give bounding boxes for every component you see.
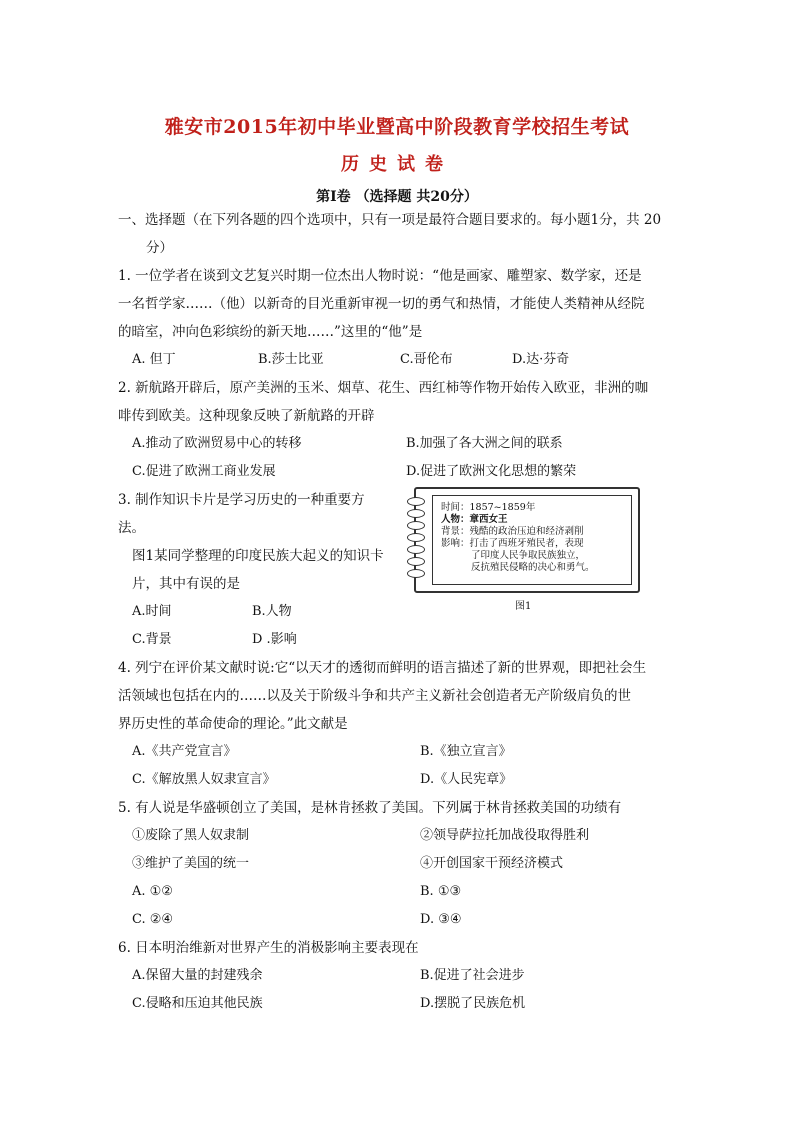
q3-stem-line-2: 法。: [118, 520, 145, 536]
binder-ring-icon: [407, 557, 425, 566]
binder-ring-icon: [407, 509, 425, 518]
q2-stem-line-2: 啡传到欧美。这种现象反映了新航路的开辟: [118, 408, 375, 424]
q4-stem-line-1: 4. 列宁在评价某文献时说:它“以天才的透彻而鲜明的语言描述了新的世界观，即把社会生: [118, 660, 647, 676]
card-background: 背景：残酷的政治压迫和经济剥削: [441, 526, 584, 537]
binder-ring-icon: [407, 497, 425, 506]
q5-item-1: ①废除了黑人奴隶制: [132, 828, 250, 843]
q1-stem-line-3: 的暗室，冲向色彩缤纷的新天地……”这里的“他”是: [118, 324, 423, 340]
q6-option-b[interactable]: B.促进了社会进步: [420, 968, 525, 983]
q5-item-3: ③维护了美国的统一: [132, 856, 250, 871]
instructions-line-1: 一、选择题（在下列各题的四个选项中，只有一项是最符合题目要求的。每小题1分，共 20: [118, 212, 662, 228]
q4-stem-line-3: 界历史性的革命使命的理论。”此文献是: [118, 716, 348, 732]
figure-caption: 图1: [515, 601, 532, 612]
q3-option-c[interactable]: C.背景: [132, 632, 172, 647]
binder-ring-icon: [407, 521, 425, 530]
q1-stem-line-1: 1. 一位学者在谈到文艺复兴时期一位杰出人物时说：“他是画家、雕塑家、数学家，还是: [118, 268, 642, 284]
q4-option-b[interactable]: B.《独立宣言》: [420, 744, 512, 759]
q2-option-d[interactable]: D.促进了欧洲文化思想的繁荣: [406, 464, 577, 479]
card-impact-line-3: 反抗殖民侵略的决心和勇气。: [471, 562, 595, 573]
paper-subtitle: 历史试卷: [341, 154, 453, 175]
card-impact-line-1: 影响：打击了西班牙殖民者，表现: [441, 538, 584, 549]
q3-option-a[interactable]: A.时间: [132, 604, 172, 619]
q5-option-a[interactable]: A. ①②: [132, 884, 173, 899]
q4-stem-line-2: 活领域也包括在内的……以及关于阶级斗争和共产主义新社会创造者无产阶级肩负的世: [118, 688, 631, 704]
q1-option-b[interactable]: B.莎士比亚: [258, 352, 324, 367]
binder-ring-icon: [407, 545, 425, 554]
q5-item-2: ②领导萨拉托加战役取得胜利: [420, 828, 590, 843]
q2-option-c[interactable]: C.促进了欧洲工商业发展: [132, 464, 276, 479]
binder-ring-icon: [407, 569, 425, 578]
knowledge-card-figure: [414, 487, 640, 593]
q4-option-c[interactable]: C.《解放黑人奴隶宣言》: [132, 772, 276, 787]
q1-option-d[interactable]: D.达·芬奇: [512, 352, 570, 367]
q2-option-a[interactable]: A.推动了欧洲贸易中心的转移: [132, 436, 302, 451]
q2-option-b[interactable]: B.加强了各大洲之间的联系: [406, 436, 563, 451]
section-heading: 第Ⅰ卷 （选择题 共20分）: [316, 189, 478, 205]
card-content: [432, 495, 632, 585]
q1-option-a[interactable]: A. 但丁: [132, 352, 176, 367]
q3-option-b[interactable]: B.人物: [252, 604, 292, 619]
instructions-line-2: 分）: [146, 240, 173, 256]
q4-option-d[interactable]: D.《人民宪章》: [420, 772, 513, 787]
card-person: 人物：章西女王: [441, 514, 508, 525]
q5-option-d[interactable]: D. ③④: [420, 912, 462, 927]
q6-option-a[interactable]: A.保留大量的封建残余: [132, 968, 263, 983]
q3-stem-line-1: 3. 制作知识卡片是学习历史的一种重要方: [118, 492, 365, 508]
q1-stem-line-2: 一名哲学家……（他）以新奇的目光重新审视一切的勇气和热情，才能使人类精神从经院: [118, 296, 645, 312]
q6-option-d[interactable]: D.摆脱了民族危机: [420, 996, 526, 1011]
q1-option-c[interactable]: C.哥伦布: [400, 352, 453, 367]
q6-stem-line-1: 6. 日本明治维新对世界产生的消极影响主要表现在: [118, 940, 419, 956]
q4-option-a[interactable]: A.《共产党宣言》: [132, 744, 237, 759]
q3-stem-line-4: 片，其中有误的是: [132, 576, 240, 592]
q5-option-b[interactable]: B. ①③: [420, 884, 462, 899]
q2-stem-line-1: 2. 新航路开辟后，原产美洲的玉米、烟草、花生、西红柿等作物开始传入欧亚，非洲的咖: [118, 380, 649, 396]
binder-ring-icon: [407, 533, 425, 542]
exam-title: 雅安市2015年初中毕业暨高中阶段教育学校招生考试: [164, 116, 630, 138]
q5-stem-line-1: 5. 有人说是华盛顿创立了美国，是林肯拯救了美国。下列属于林肯拯救美国的功绩有: [118, 800, 622, 816]
q5-item-4: ④开创国家干预经济模式: [420, 856, 564, 871]
q6-option-c[interactable]: C.侵略和压迫其他民族: [132, 996, 263, 1011]
q3-option-d[interactable]: D .影响: [252, 632, 297, 647]
q5-option-c[interactable]: C. ②④: [132, 912, 174, 927]
q3-stem-line-3: 图1某同学整理的印度民族大起义的知识卡: [132, 548, 384, 564]
card-time: 时间：1857~1859年: [441, 502, 536, 513]
card-impact-line-2: 了印度人民争取民族独立，: [471, 550, 586, 561]
